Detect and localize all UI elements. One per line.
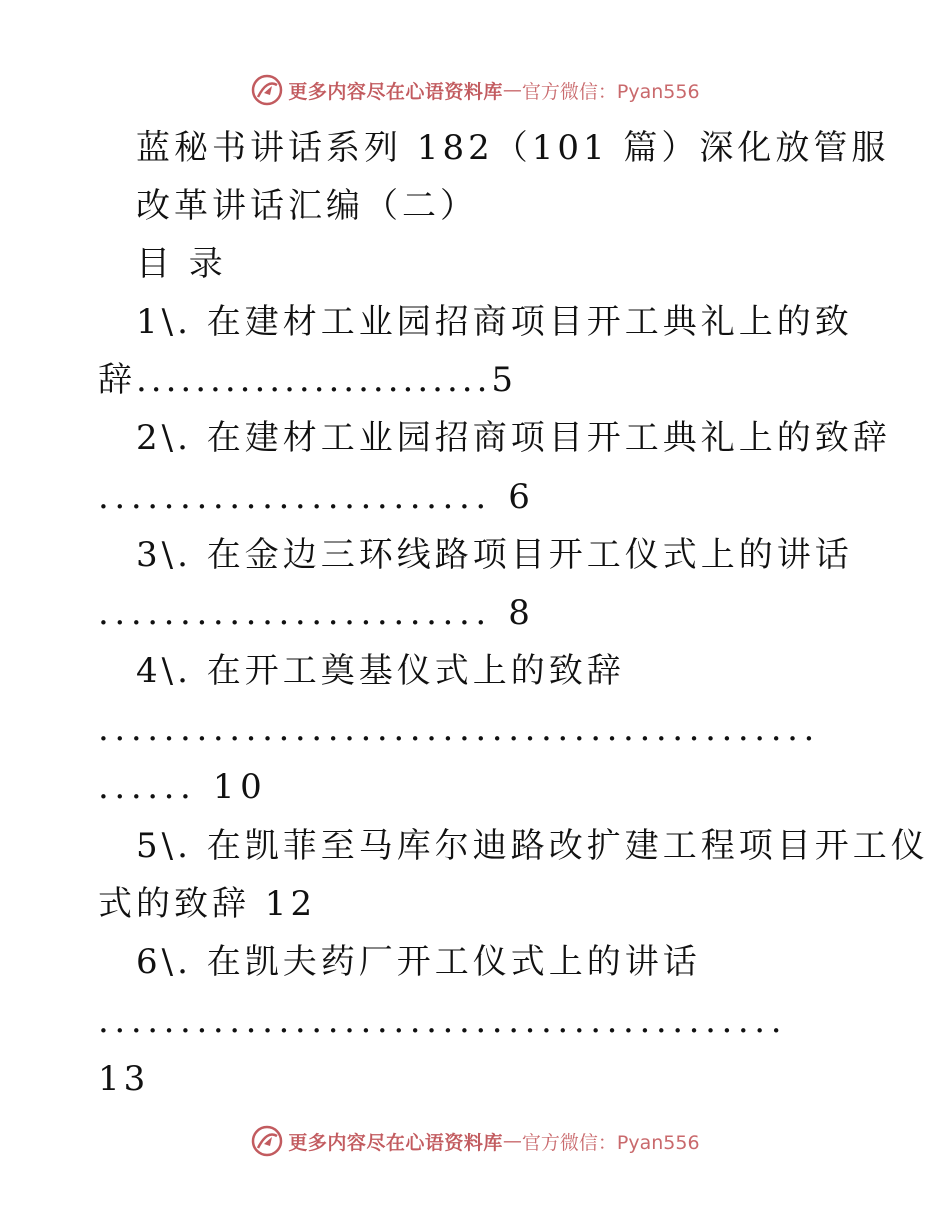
toc-entry-4-title: 4\. 在开工奠基仪式上的致辞 (136, 651, 625, 691)
banner-separator: — (502, 79, 522, 101)
toc-entry-6-page: 13 (98, 1059, 150, 1099)
toc-entry-1-title: 1\. 在建材工业园招商项目开工典礼上的致 (136, 302, 853, 342)
toc-heading: 目 录 (136, 244, 227, 284)
brand-logo-icon (250, 73, 284, 107)
banner-brand: 更多内容尽在心语资料库 (288, 1131, 503, 1154)
footer-banner (0, 1121, 950, 1161)
toc-entry-3-title: 3\. 在金边三环线路项目开工仪式上的讲话 (136, 535, 853, 575)
document-title-line-1: 蓝秘书讲话系列 182（101 篇）深化放管服 (136, 128, 890, 168)
banner-brand: 更多内容尽在心语资料库 (288, 80, 503, 103)
toc-entry-2-page: ........................ 6 (98, 477, 536, 517)
toc-entry-3-page: ........................ 8 (98, 593, 536, 633)
banner-contact: 官方微信：Pyan556 (521, 80, 700, 103)
toc-entry-4-page: ...... 10 (98, 767, 268, 807)
header-banner (0, 70, 950, 110)
toc-entry-2-title: 2\. 在建材工业园招商项目开工典礼上的致辞 (136, 418, 891, 458)
banner-separator: — (502, 1130, 522, 1152)
toc-entry-5-page: 式的致辞 12 (98, 884, 317, 924)
toc-entry-6-dots: .......................................... (98, 1001, 788, 1041)
toc-entry-5-title: 5\. 在凯菲至马库尔迪路改扩建工程项目开工仪 (136, 826, 929, 866)
toc-entry-1-page: 辞........................5 (98, 360, 518, 400)
document-title-line-2: 改革讲话汇编（二） (136, 186, 478, 226)
brand-logo-icon (250, 1124, 284, 1158)
toc-entry-6-title: 6\. 在凯夫药厂开工仪式上的讲话 (136, 942, 701, 982)
toc-entry-4-dots: ............................................ (98, 709, 820, 749)
banner-contact: 官方微信：Pyan556 (521, 1131, 700, 1154)
